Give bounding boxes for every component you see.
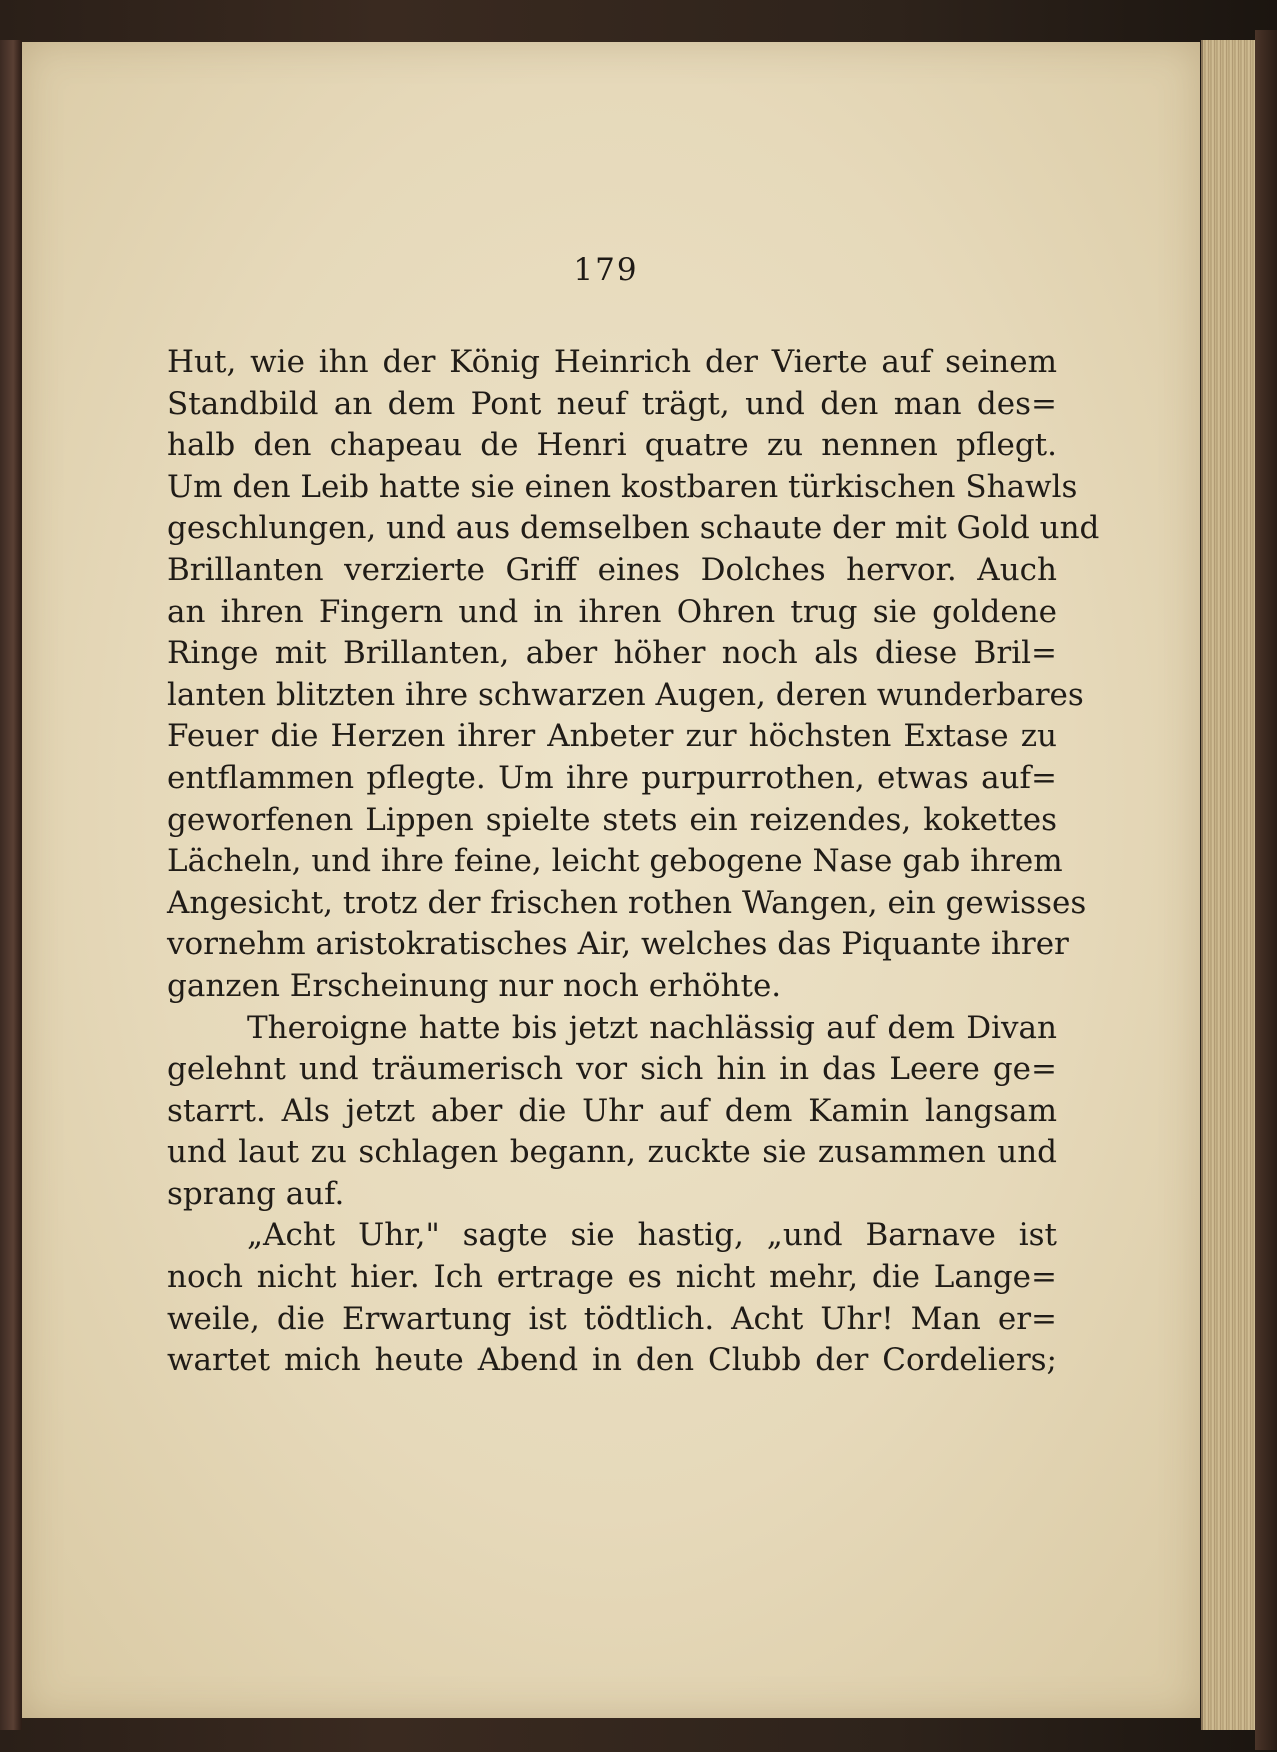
text-line: Feuer die Herzen ihrer Anbeter zur höchsten Extase zu <box>167 718 1057 755</box>
page-number: 179 <box>573 252 639 288</box>
text-line: wartet mich heute Abend in den Clubb der Cordeliers; <box>167 1342 1057 1379</box>
text-line: geschlungen, und aus demselben schaute der mit Gold und <box>167 510 1100 547</box>
text-line: und laut zu schlagen begann, zuckte sie zusammen und <box>167 1134 1057 1171</box>
text-line: Ringe mit Brillanten, aber höher noch als diese Bril= <box>167 635 1057 672</box>
text-line: an ihren Fingern und in ihren Ohren trug sie goldene <box>167 593 1057 630</box>
book-cover-left-edge <box>0 40 22 1730</box>
text-line: Theroigne hatte bis jetzt nachlässig auf dem Divan <box>247 1009 1057 1046</box>
text-line: noch nicht hier. Ich ertrage es nicht mehr, die Lange= <box>167 1259 1057 1296</box>
text-line: sprang auf. <box>167 1175 345 1212</box>
text-line: gelehnt und träumerisch vor sich hin in das Leere ge= <box>167 1051 1057 1088</box>
text-line: geworfenen Lippen spielte stets ein reizendes, kokettes <box>167 801 1057 838</box>
text-line: halb den chapeau de Henri quatre zu nennen pflegt. <box>167 427 1057 464</box>
text-line: Lächeln, und ihre feine, leicht gebogene Nase gab ihrem <box>167 843 1063 880</box>
text-line: vornehm aristokratisches Air, welches das Piquante ihrer <box>167 926 1069 963</box>
text-line: starrt. Als jetzt aber die Uhr auf dem Kamin langsam <box>167 1092 1057 1129</box>
text-line: Angesicht, trotz der frischen rothen Wangen, ein gewisses <box>167 884 1087 921</box>
text-line: weile, die Erwartung ist tödtlich. Acht Uhr! Man er= <box>167 1300 1057 1337</box>
text-line: Um den Leib hatte sie einen kostbaren türkischen Shawls <box>167 468 1078 505</box>
text-line: „Acht Uhr," sagte sie hastig, „und Barnave ist <box>247 1217 1057 1254</box>
page-stack-edge <box>1201 40 1257 1730</box>
text-line: Standbild an dem Pont neuf trägt, und den man des= <box>167 385 1057 422</box>
text-line: Hut, wie ihn der König Heinrich der Vierte auf seinem <box>167 344 1057 380</box>
book-page <box>22 42 1200 1718</box>
text-line: lanten blitzten ihre schwarzen Augen, deren wunderbares <box>167 676 1084 713</box>
book-cover-right-edge <box>1255 30 1277 1750</box>
text-line: entflammen pflegte. Um ihre purpurrothen, etwas auf= <box>167 759 1057 796</box>
body-text <box>167 342 1100 1382</box>
text-line: Brillanten verzierte Griff eines Dolches hervor. Auch <box>167 551 1057 588</box>
text-line: ganzen Erscheinung nur noch erhöhte. <box>167 967 782 1004</box>
